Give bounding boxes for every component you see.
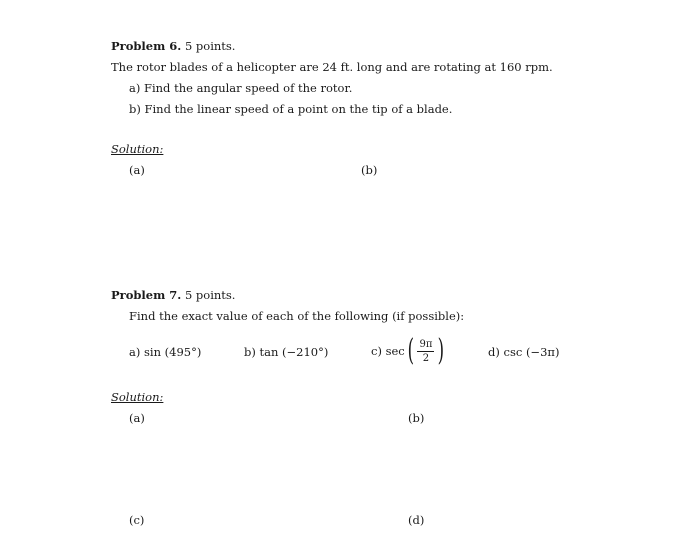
problem-7-solution-d: (d) (408, 513, 425, 527)
problem-7-solution-label: Solution: (111, 390, 164, 404)
problem-7-solution-a: (a) (129, 411, 145, 425)
problem-6-solution-label: Solution: (111, 142, 164, 156)
problem-6-statement: The rotor blades of a helicopter are 24 ft. long and are rotating at 160 rpm. (111, 60, 553, 74)
problem-7-item-d: d) csc (−3π) (488, 345, 560, 359)
problem-7-solution-c: (c) (129, 513, 145, 527)
fraction-numerator: 9π (419, 338, 433, 350)
problem-6-solution-b: (b) (361, 163, 378, 177)
right-paren: ) (438, 333, 445, 368)
fraction-denominator: 2 (422, 352, 430, 364)
problem-7-item-c-prefix: c) sec (371, 344, 405, 358)
problem-6-part-a: a) Find the angular speed of the rotor. (129, 81, 353, 95)
problem-7-item-a: a) sin (495°) (129, 345, 202, 359)
problem-7-points: 5 points. (184, 288, 236, 302)
problem-6-part-b: b) Find the linear speed of a point on the tip of a blade. (129, 102, 453, 116)
problem-7-item-c (371, 333, 447, 368)
left-paren: ( (407, 333, 414, 368)
problem-7-header (111, 288, 235, 302)
problem-6-points: 5 points. (184, 39, 236, 53)
problem-6-heading: Problem 6. (111, 39, 182, 53)
problem-7-item-b: b) tan (−210°) (244, 345, 329, 359)
fraction-9pi-over-2 (417, 339, 434, 364)
problem-7-statement: Find the exact value of each of the following (if possible): (129, 309, 465, 323)
problem-7-solution-b: (b) (408, 411, 425, 425)
problem-7-heading: Problem 7. (111, 288, 182, 302)
problem-6-header (111, 39, 235, 53)
problem-6-solution-a: (a) (129, 163, 145, 177)
